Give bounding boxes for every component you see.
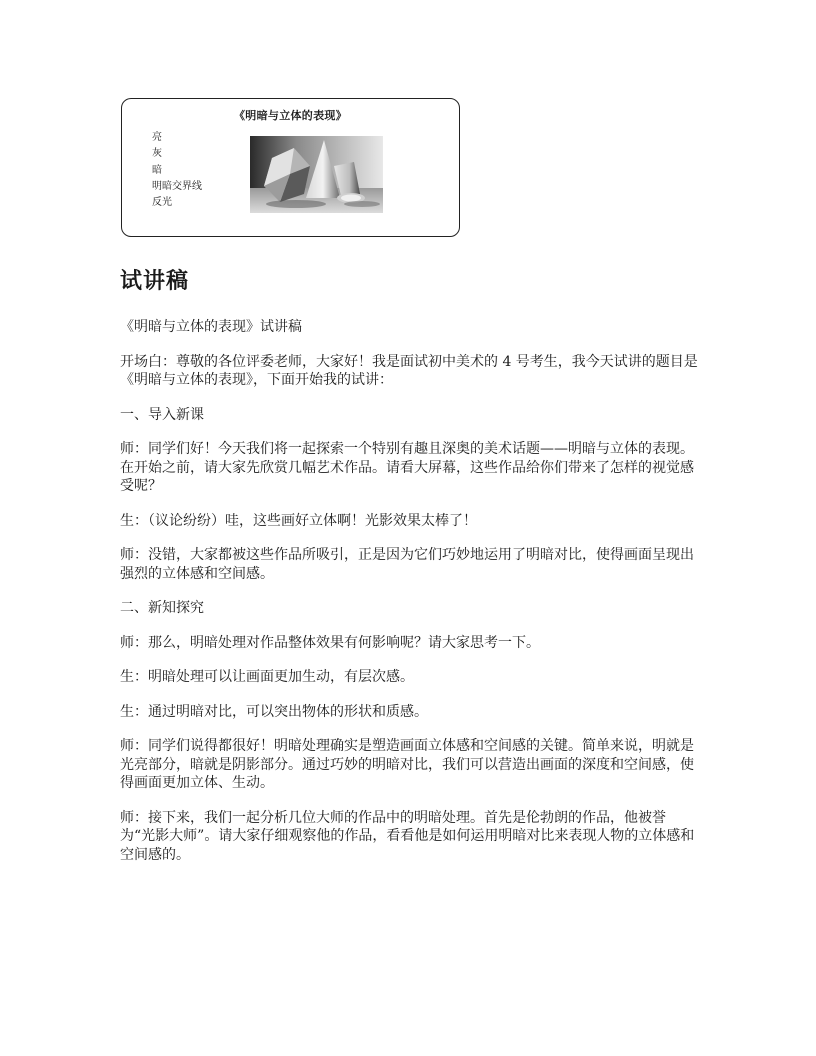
- paragraph: 生：明暗处理可以让画面更加生动，有层次感。: [120, 669, 414, 685]
- document-heading: 试讲稿: [120, 269, 190, 294]
- paragraph: 师：接下来，我们一起分析几位大师的作品中的明暗处理。首先是伦勃朗的作品，他被誉为“光影大师”。请大家仔细观察他的作品，看看他是如何运用明暗对比来表现人物的立体感和空间感的。: [120, 809, 695, 863]
- blackboard-design-box: [121, 98, 460, 237]
- paragraph: 生：（议论纷纷）哇，这些画好立体啊！光影效果太棒了！: [120, 512, 477, 529]
- board-term: 暗: [152, 164, 162, 176]
- board-title: 《明暗与立体的表现》: [234, 109, 347, 122]
- board-term: 亮: [152, 132, 162, 143]
- board-term: 反光: [152, 197, 172, 209]
- paragraph: 《明暗与立体的表现》试讲稿: [120, 319, 302, 335]
- board-term: 明暗交界线: [152, 180, 202, 192]
- paragraph: 生：通过明暗对比，可以突出物体的形状和质感。: [120, 703, 428, 720]
- paragraph: 师：那么，明暗处理对作品整体效果有何影响呢？请大家思考一下。: [120, 634, 540, 651]
- board-term-list: [152, 130, 202, 211]
- paragraph: 一、导入新课: [120, 406, 204, 423]
- board-term: 灰: [152, 148, 162, 160]
- still-life-sketch-image: [250, 136, 383, 213]
- paragraph: 二、新知探究: [120, 600, 204, 616]
- paragraph: 开场白：尊敬的各位评委老师，大家好！我是面试初中美术的 4 号考生，我今天试讲的题目是《明暗与立体的表现》，下面开始我的试讲：: [120, 353, 698, 388]
- paragraph: 师：同学们好！今天我们将一起探索一个特别有趣且深奥的美术话题——明暗与立体的表现。在开始之前，请大家先欣赏几幅艺术作品。请看大屏幕，这些作品给你们带来了怎样的视觉感受呢？: [120, 441, 694, 494]
- paragraph: 师：没错，大家都被这些作品所吸引，正是因为它们巧妙地运用了明暗对比，使得画面呈现出强烈的立体感和空间感。: [120, 547, 694, 582]
- document-body: [120, 318, 698, 880]
- paragraph: 师：同学们说得都很好！明暗处理确实是塑造画面立体感和空间感的关键。简单来说，明就是光亮部分，暗就是阴影部分。通过巧妙的明暗对比，我们可以营造出画面的深度和空间感，使得画面更加立体、生动。: [120, 738, 694, 791]
